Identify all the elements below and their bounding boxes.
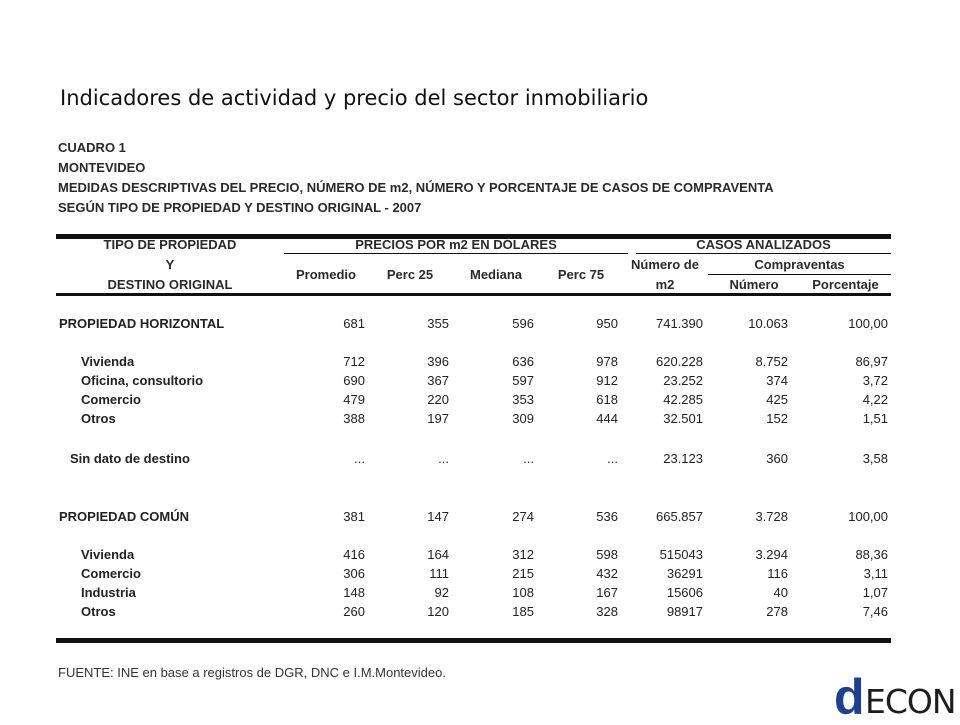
casos-group-rule [636,253,891,254]
cell-perc75: 167 [596,585,618,600]
cell-numero: 278 [766,604,788,619]
cell-perc75: 618 [596,392,618,407]
cell-perc25: 164 [427,547,449,562]
header-tipo-line2: Y [165,257,175,272]
cell-promedio: 681 [343,316,365,331]
caption-description: MEDIDAS DESCRIPTIVAS DEL PRECIO, NÚMERO DE m2, NÚMERO Y PORCENTAJE DE CASOS DE COMPRAVENTA [58,180,774,195]
row-label: PROPIEDAD HORIZONTAL [59,316,225,331]
cell-m2: 23.123 [663,451,703,466]
cell-mediana: 108 [512,585,534,600]
row-label: Otros [81,411,116,426]
cell-promedio: 260 [343,604,365,619]
cell-numero: 8.752 [755,354,788,369]
cell-perc75: ... [607,451,618,466]
header-perc75: Perc 75 [557,267,605,282]
cell-m2: 36291 [666,566,703,581]
cell-porcentaje: 88,36 [855,547,888,562]
cell-numero: 3.294 [755,547,788,562]
cell-porcentaje: 3,11 [863,566,888,581]
table-row [56,316,891,335]
cell-porcentaje: 100,00 [848,316,888,331]
table-row [56,392,891,411]
cell-promedio: 306 [343,566,365,581]
cell-m2: 15606 [666,585,703,600]
cell-promedio: 712 [343,354,365,369]
cell-perc75: 536 [596,509,618,524]
cell-porcentaje: 3,58 [862,451,888,466]
header-numero: Número [729,277,779,292]
table-row [56,373,891,392]
cell-perc25: 355 [427,316,449,331]
table-row [56,604,891,623]
caption-subtitle: SEGÚN TIPO DE PROPIEDAD Y DESTINO ORIGINAL - 2007 [58,200,422,215]
cell-perc25: 220 [427,392,449,407]
cell-porcentaje: 1,07 [862,585,888,600]
cell-perc25: 147 [427,509,449,524]
cell-perc75: 978 [596,354,618,369]
header-m2-line2: m2 [655,277,675,292]
cell-m2: 665.857 [656,509,703,524]
cell-perc75: 328 [596,604,618,619]
row-label: Vivienda [81,354,135,369]
cell-perc25: ... [438,451,449,466]
source-note: FUENTE: INE en base a registros de DGR, DNC e I.M.Montevideo. [58,665,446,680]
caption-city: MONTEVIDEO [58,160,146,175]
cell-m2: 515043 [659,547,703,562]
cell-numero: 3.728 [755,509,788,524]
cell-mediana: 309 [512,411,534,426]
header-tipo-line1: TIPO DE PROPIEDAD [103,237,237,252]
cell-promedio: 388 [343,411,365,426]
table-row [56,451,891,470]
statistics-table [56,234,891,642]
cell-numero: 40 [773,585,788,600]
cell-numero: 152 [766,411,788,426]
table-row [56,411,891,430]
table-row [56,566,891,585]
cell-porcentaje: 100,00 [848,509,888,524]
cell-mediana: 353 [512,392,534,407]
header-compraventas: Compraventas [754,257,845,272]
cell-mediana: ... [523,451,534,466]
slide-title: Indicadores de actividad y precio del sector inmobiliario [60,86,649,110]
cell-mediana: 185 [512,604,534,619]
cell-porcentaje: 1,51 [862,411,888,426]
cell-perc25: 111 [429,566,449,581]
cell-perc75: 950 [596,316,618,331]
header-mediana: Mediana [469,267,522,282]
header-promedio: Promedio [296,267,356,282]
cell-perc75: 598 [596,547,618,562]
cell-porcentaje: 4,22 [862,392,888,407]
cell-porcentaje: 7,46 [862,604,888,619]
cell-perc25: 92 [434,585,449,600]
header-porcentaje: Porcentaje [812,277,879,292]
cell-numero: 360 [766,451,788,466]
cell-m2: 98917 [666,604,703,619]
row-label: Comercio [81,392,141,407]
cell-m2: 741.390 [656,316,703,331]
cell-perc25: 396 [427,354,449,369]
table-row [56,547,891,566]
decon-logo [832,669,958,725]
table-row [56,509,891,528]
cell-perc25: 197 [427,411,449,426]
cell-promedio: 690 [343,373,365,388]
cell-mediana: 312 [512,547,534,562]
compraventas-group-rule [708,274,891,275]
cell-promedio: 416 [343,547,365,562]
table-row [56,354,891,373]
row-label: Oficina, consultorio [81,373,204,388]
cell-m2: 620.228 [656,354,703,369]
cell-promedio: 479 [343,392,365,407]
cell-perc75: 432 [596,566,618,581]
cell-promedio: ... [354,451,365,466]
cell-mediana: 596 [512,316,534,331]
cell-porcentaje: 3,72 [862,373,888,388]
cell-mediana: 636 [512,354,534,369]
cell-numero: 10.063 [748,316,788,331]
cell-porcentaje: 86,97 [855,354,888,369]
header-m2-line1: Número de [631,257,699,272]
cell-promedio: 381 [343,509,365,524]
logo-wordmark: ECON [865,682,956,721]
cell-m2: 23.252 [663,373,703,388]
precios-group-rule [284,253,628,254]
cell-perc25: 120 [427,604,449,619]
header-tipo-line3: DESTINO ORIGINAL [107,277,233,292]
cell-perc75: 444 [596,411,618,426]
header-casos: CASOS ANALIZADOS [696,237,831,252]
row-label: Industria [81,585,136,600]
table-bottom-rule [56,638,891,643]
cell-mediana: 274 [512,509,534,524]
row-label: Sin dato de destino [70,451,190,466]
row-label: Comercio [81,566,141,581]
row-label: PROPIEDAD COMÚN [59,509,190,524]
cell-promedio: 148 [343,585,365,600]
header-bottom-rule [56,293,891,296]
cell-perc25: 367 [427,373,449,388]
cell-numero: 374 [766,373,788,388]
cell-m2: 42.285 [663,392,703,407]
table-caption [58,138,774,218]
logo-letter-d: d [834,669,865,725]
cell-numero: 425 [766,392,788,407]
cell-perc75: 912 [596,373,618,388]
header-perc25: Perc 25 [386,267,434,282]
caption-number: CUADRO 1 [58,140,126,155]
header-precios: PRECIOS POR m2 EN DÓLARES [355,237,557,252]
row-label: Otros [81,604,116,619]
cell-mediana: 215 [512,566,534,581]
cell-numero: 116 [767,566,788,581]
table-row [56,585,891,604]
cell-m2: 32.501 [663,411,703,426]
cell-mediana: 597 [512,373,534,388]
row-label: Vivienda [81,547,135,562]
